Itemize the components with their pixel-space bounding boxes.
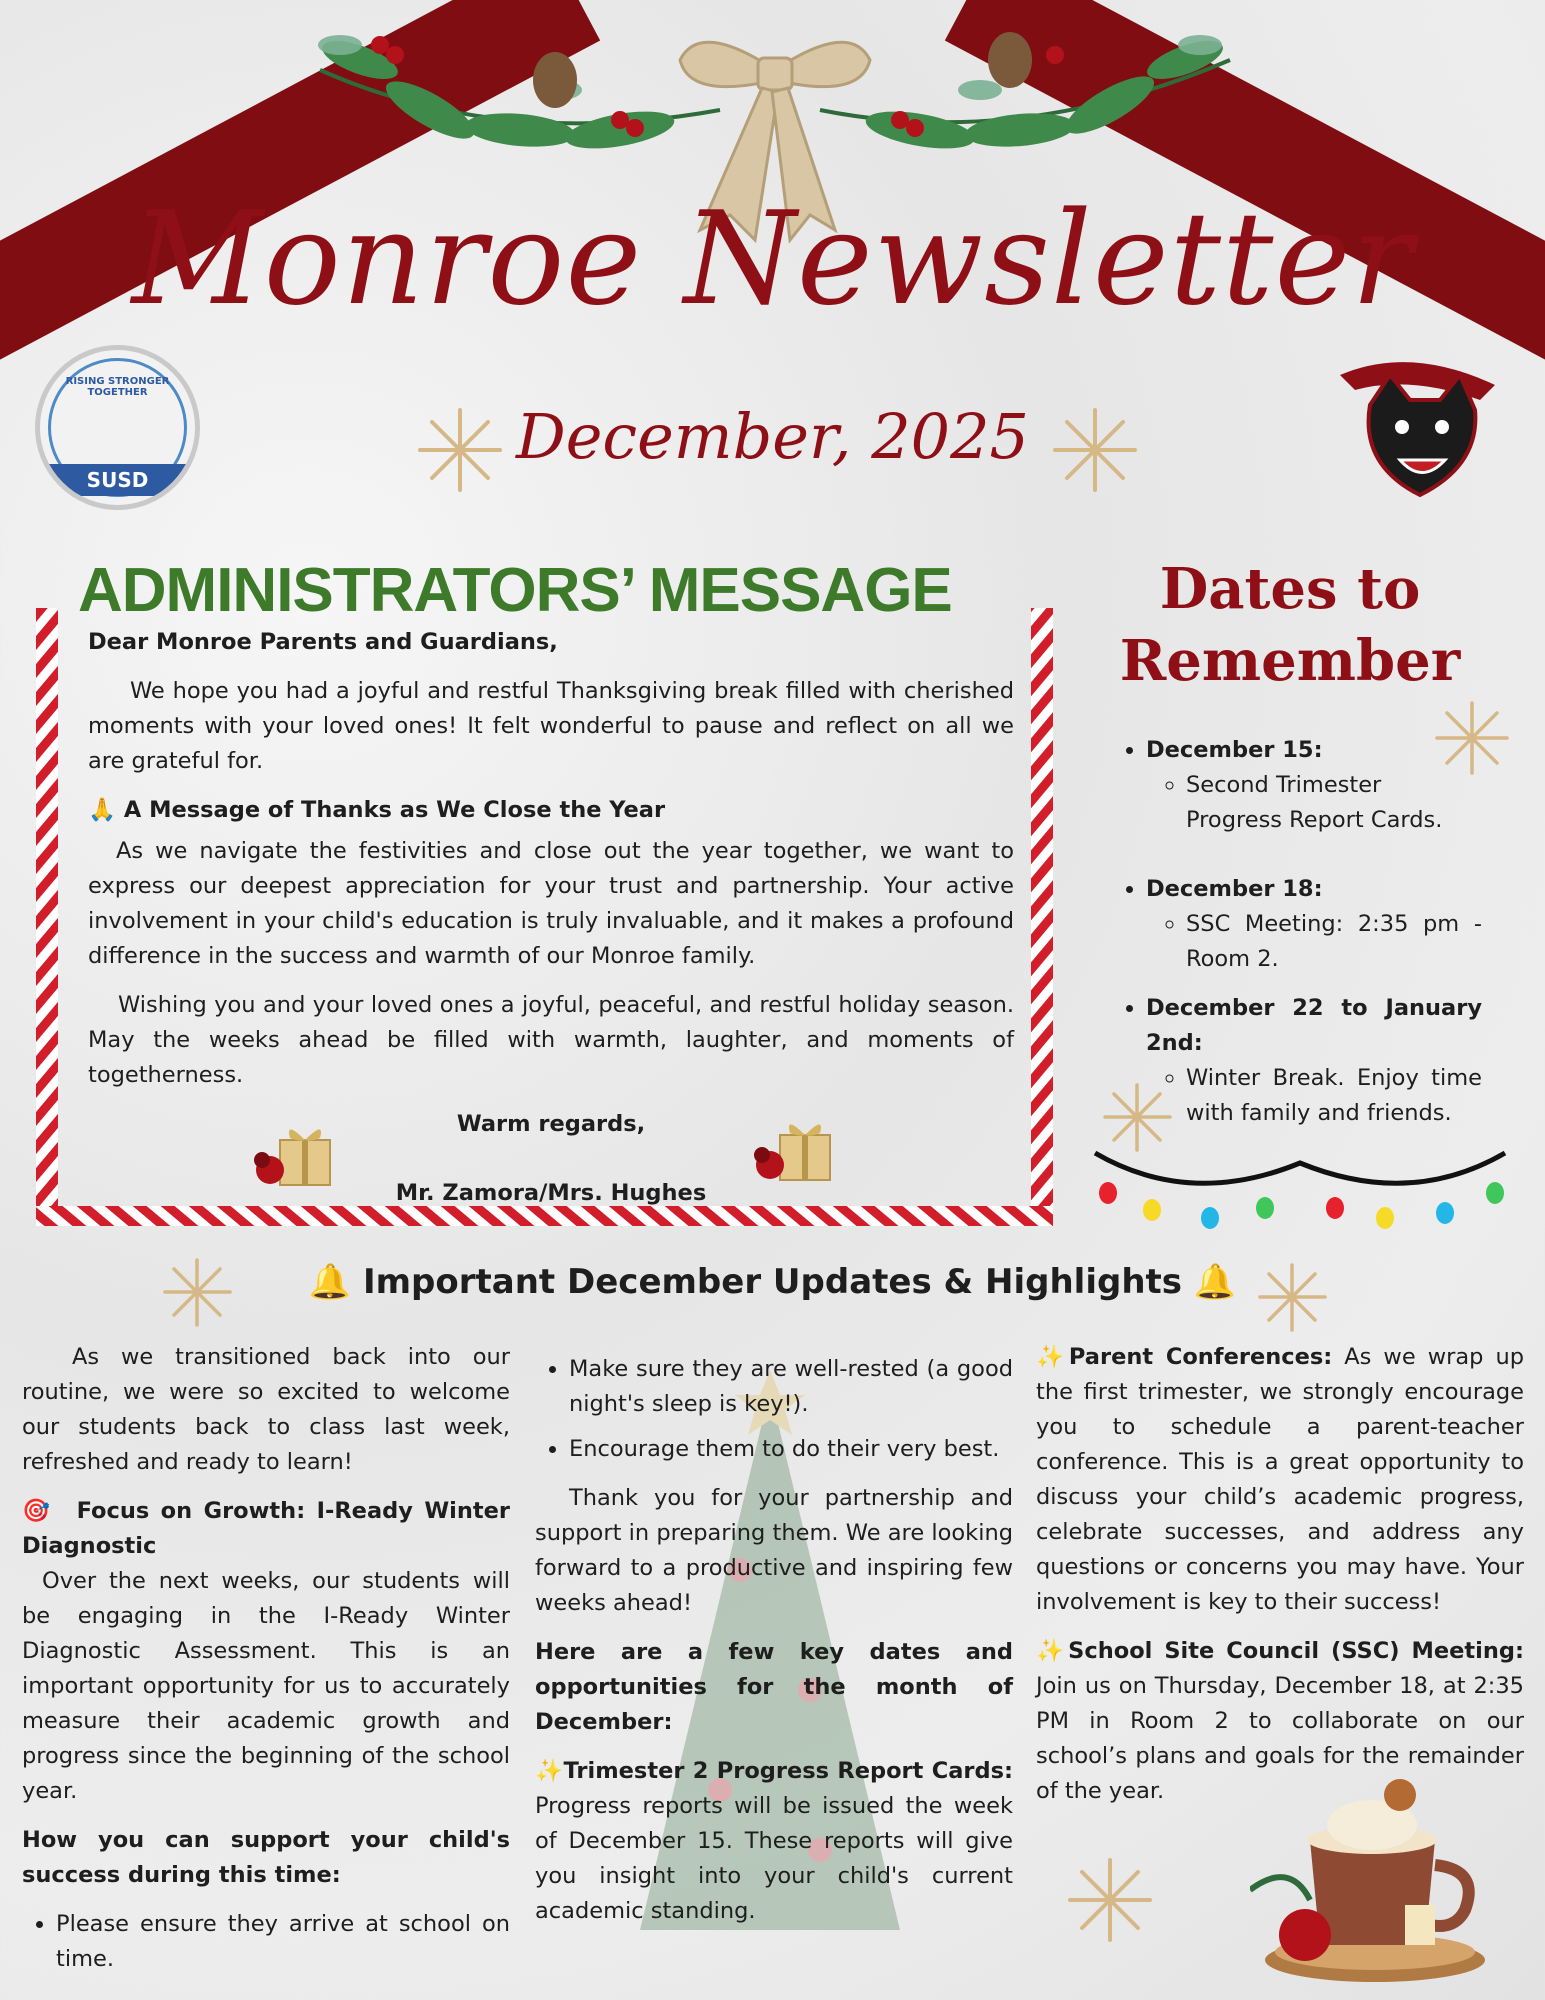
date-detail: ◦ Winter Break. Enjoy time with family and friends. [1186, 1061, 1482, 1131]
cocoa-mug-decoration [1250, 1770, 1495, 1985]
newsletter-date: December, 2025 [515, 400, 1029, 473]
col3-conferences: ✨Parent Conferences: As we wrap up the first trimester, we strongly encourage you to schedule a parent-teacher conference. This is a great opportunity to discuss your child’s academic progress, celebrate successes, and address any questions or concerns you may have. Your involvement is key to their success! [1036, 1344, 1525, 1615]
gift-icon [750, 1115, 840, 1185]
admin-message-body [88, 625, 1014, 1225]
admin-message-heading: ADMINISTRATORS’ MESSAGE [78, 556, 952, 625]
string-lights-decoration [1090, 1148, 1510, 1238]
snowflake-icon [1050, 405, 1140, 495]
date-detail: ◦ SSC Meeting: 2:35 pm - Room 2. [1186, 907, 1482, 977]
updates-heading: 🔔 Important December Updates & Highlights 🔔 [308, 1262, 1237, 1302]
sparkle-icon: ✨ [1036, 1638, 1069, 1664]
sparkle-icon: ✨ [1036, 1344, 1069, 1370]
admin-thanks-heading: 🙏 A Message of Thanks as We Close the Year [88, 797, 666, 823]
snowflake-icon [415, 405, 505, 495]
sparkle-icon: ✨ [535, 1758, 564, 1784]
admin-signature: Mr. Zamora/Mrs. Hughes [395, 1180, 707, 1206]
col2-keydates: Here are a few key dates and opportunities for the month of December: [535, 1639, 1013, 1735]
updates-column-3 [1036, 1340, 1524, 1823]
date-detail: ◦ Second Trimester Progress Report Cards. [1186, 768, 1482, 838]
praying-hands-icon: 🙏 [88, 797, 117, 823]
col2-trimester: ✨Trimester 2 Progress Report Cards: Progress reports will be issued the week of December 15. These reports will give you insight into your child's current academic standing. [535, 1758, 1014, 1924]
support-bullet: • Encourage them to do their very best. [569, 1432, 1013, 1467]
updates-column-2 [535, 1352, 1013, 1943]
col3-ssc: ✨School Site Council (SSC) Meeting: Join us on Thursday, December 18, at 2:35 PM in Room 2 to collaborate on our school’s plans and goals for the remainder of the year. [1036, 1638, 1524, 1804]
snowflake-icon [1255, 1260, 1330, 1335]
snowflake-icon [1065, 1855, 1155, 1945]
admin-paragraph-2: As we navigate the festivities and close out the year together, we want to express our deepest appreciation for your trust and partnership. Your active involvement in your child's education is truly invaluable, and it makes a profound difference in the success and warmth of our Monroe family. [88, 838, 1014, 969]
newsletter-title: Monroe Newsletter [131, 185, 1414, 334]
dates-heading: Dates to Remember [1119, 556, 1461, 694]
date-item: • December 22 to January 2nd: ◦ Winter Break. Enjoy time with family and friends. [1146, 991, 1482, 1131]
support-bullet: • Make sure they are well-rested (a good night's sleep is key!). [569, 1352, 1013, 1422]
snowflake-icon [1100, 1080, 1175, 1155]
snowflake-icon [160, 1255, 235, 1330]
col1-support-heading: How you can support your child's success during this time: [22, 1827, 510, 1888]
admin-closing: Warm regards, [456, 1111, 646, 1137]
dates-list [1110, 733, 1482, 1131]
date-item: • December 15: ◦ Second Trimester Progress Report Cards. [1146, 733, 1482, 838]
support-bullet: • Please ensure they arrive at school on time. [56, 1907, 510, 1977]
col1-focus-heading: 🎯 Focus on Growth: I-Ready Winter Diagnostic [22, 1498, 511, 1559]
bell-icon: 🔔 [1193, 1262, 1237, 1302]
col1-intro: As we transitioned back into our routine, we were so excited to welcome our students back to class last week, refreshed and ready to learn! [22, 1344, 510, 1475]
updates-column-1 [22, 1340, 510, 1991]
date-item: • December 18: ◦ SSC Meeting: 2:35 pm - Room 2. [1146, 872, 1482, 977]
bell-icon: 🔔 [308, 1262, 352, 1302]
col1-focus-text: Over the next weeks, our students will be engaging in the I-Ready Winter Diagnostic Assessment. This is an important opportunity for us to accurately measure their academic growth and progress since the beginning of the school year. [22, 1568, 510, 1804]
gift-icon [250, 1120, 340, 1190]
target-icon: 🎯 [22, 1498, 54, 1524]
admin-paragraph-3: Wishing you and your loved ones a joyful, peaceful, and restful holiday season. May the weeks ahead be filled with warmth, laughter, and moments of togetherness. [88, 992, 1014, 1088]
admin-paragraph-1: We hope you had a joyful and restful Thanksgiving break filled with cherished moments with your loved ones! It felt wonderful to pause and reflect on all we are grateful for. [88, 678, 1014, 774]
susd-logo: RISING STRONGER TOGETHER SUSD [35, 345, 200, 510]
admin-greeting: Dear Monroe Parents and Guardians, [88, 629, 558, 655]
col2-thanks: Thank you for your partnership and support in preparing them. We are looking forward to a productive and inspiring few weeks ahead! [535, 1485, 1013, 1616]
bobcat-mascot-logo [1330, 345, 1500, 505]
